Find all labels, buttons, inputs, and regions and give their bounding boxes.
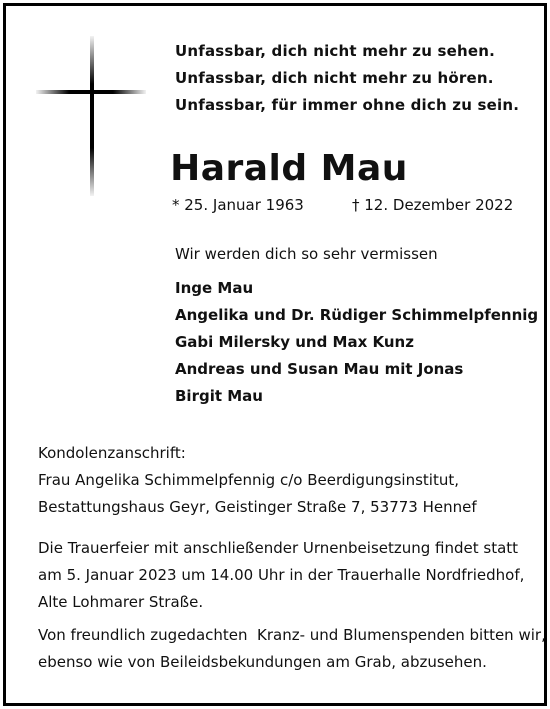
poem (175, 38, 519, 119)
birth-date: * 25. Januar 1963 (172, 196, 304, 214)
donation-note (38, 622, 546, 676)
poem-line: Unfassbar, für immer ohne dich zu sein. (175, 96, 520, 114)
condolence-line: Bestattungshaus Geyr, Geistinger Straße 7, 53773 Hennef (38, 498, 477, 516)
death-date: † 12. Dezember 2022 (352, 196, 514, 214)
donation-note-line: Von freundlich zugedachten Kranz- und Blumenspenden bitten wir, (38, 626, 546, 644)
poem-line: Unfassbar, dich nicht mehr zu sehen. (175, 42, 496, 60)
condolence-address (38, 440, 477, 521)
poem-line: Unfassbar, dich nicht mehr zu hören. (175, 69, 494, 87)
mourner-name: Gabi Milersky und Max Kunz (175, 333, 414, 351)
funeral-info-line: Die Trauerfeier mit anschließender Urnenbeisetzung findet statt (38, 539, 519, 557)
condolence-heading: Kondolenzanschrift: (38, 444, 186, 462)
miss-text: Wir werden dich so sehr vermissen (175, 245, 438, 263)
condolence-line: Frau Angelika Schimmelpfennig c/o Beerdigungsinstitut, (38, 471, 460, 489)
mourners-list (175, 275, 538, 410)
funeral-info-line: am 5. Januar 2023 um 14.00 Uhr in der Trauerhalle Nordfriedhof, (38, 566, 525, 584)
cross-horizontal-beam (36, 90, 146, 94)
mourner-name: Birgit Mau (175, 387, 263, 405)
mourner-name: Andreas und Susan Mau mit Jonas (175, 360, 464, 378)
mourner-name: Angelika und Dr. Rüdiger Schimmelpfennig (175, 306, 539, 324)
donation-note-line: ebenso wie von Beileidsbekundungen am Grab, abzusehen. (38, 653, 487, 671)
funeral-info (38, 535, 525, 616)
deceased-name: Harald Mau (170, 148, 408, 189)
funeral-info-line: Alte Lohmarer Straße. (38, 593, 204, 611)
mourner-name: Inge Mau (175, 279, 254, 297)
